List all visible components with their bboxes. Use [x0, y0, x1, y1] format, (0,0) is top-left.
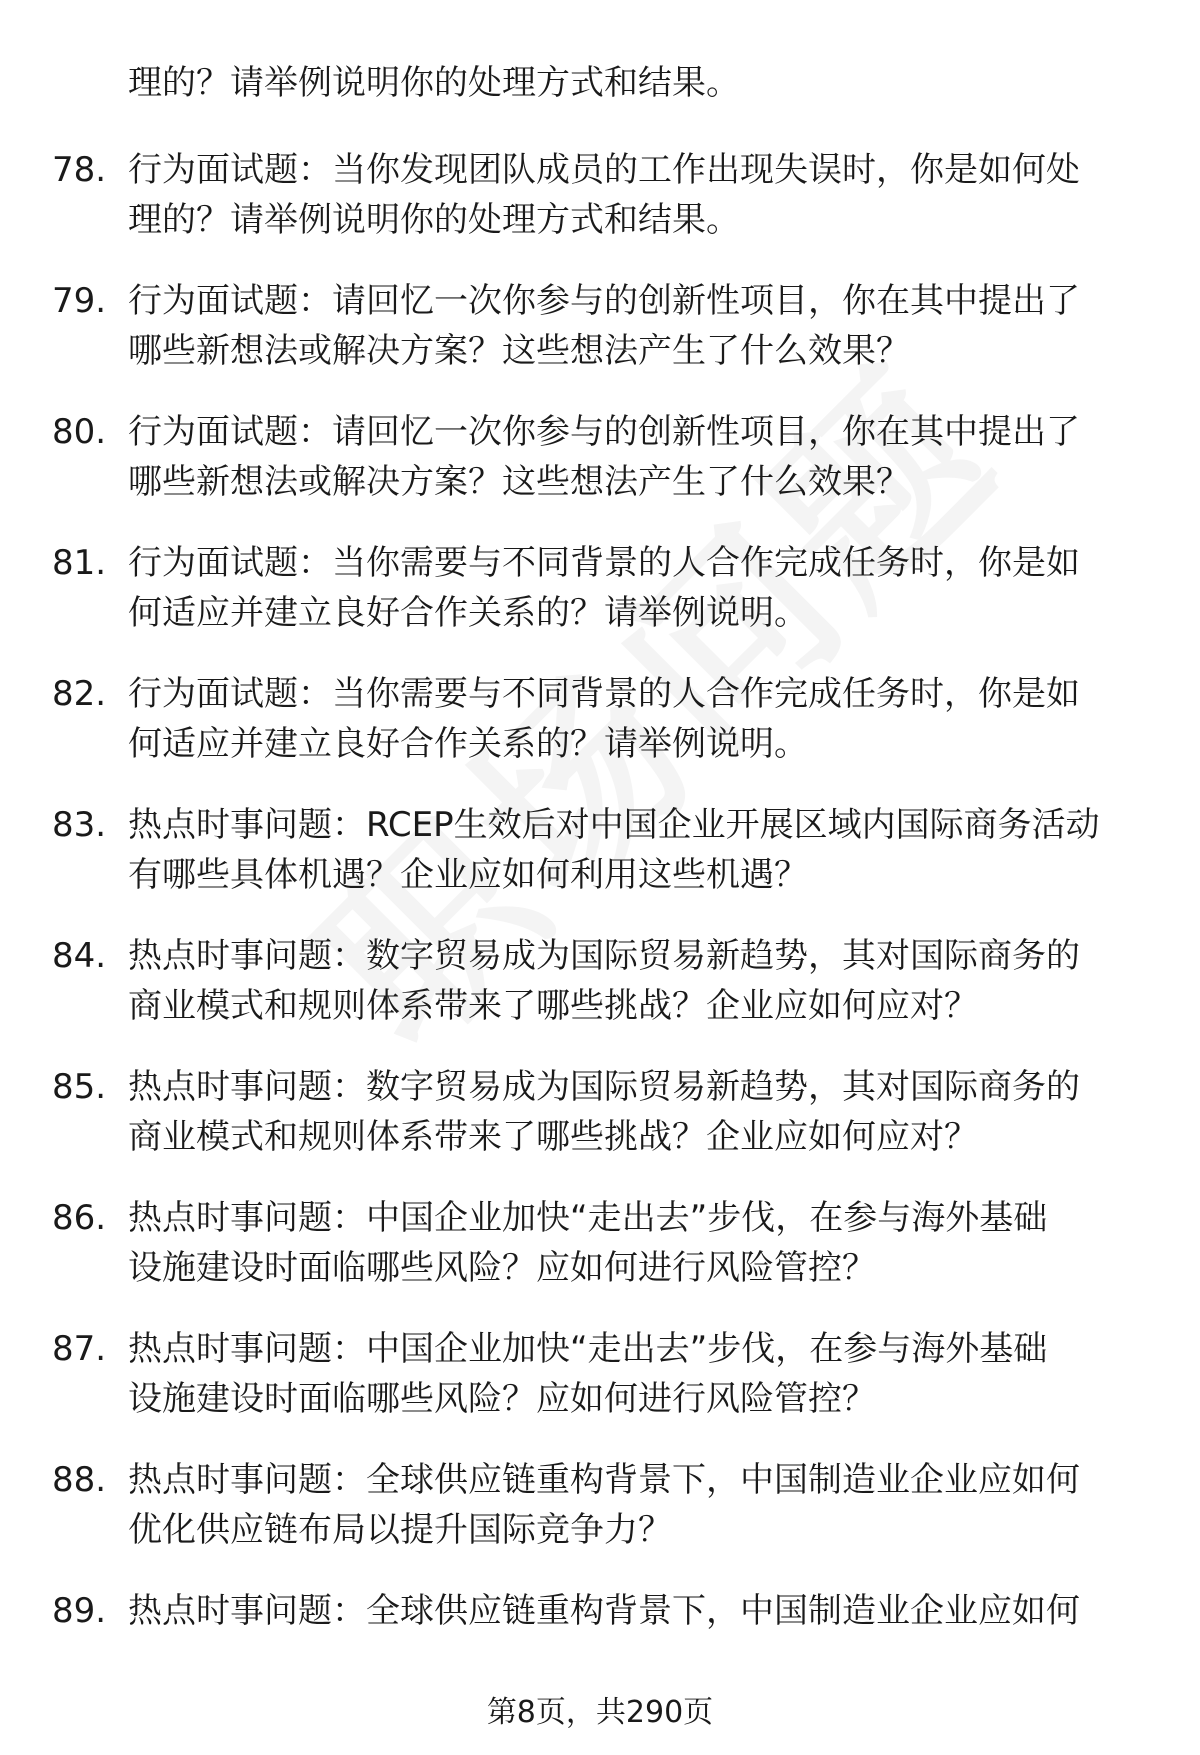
question-line: 设施建设时面临哪些风险？应如何进行风险管控？ [128, 1379, 876, 1419]
question-text [128, 538, 1168, 638]
question-item-82 [0, 669, 1200, 800]
question-item-87 [0, 1324, 1200, 1455]
question-item-78 [0, 145, 1200, 276]
question-line: 热点时事问题：中国企业加快“走出去”步伐，在参与海外基础 [128, 1198, 1048, 1238]
question-line: 行为面试题：当你需要与不同背景的人合作完成任务时，你是如 [128, 543, 1080, 583]
question-item-80 [0, 407, 1200, 538]
question-text [128, 407, 1168, 507]
question-line: 理的？请举例说明你的处理方式和结果。 [128, 200, 740, 240]
question-number: 82. [52, 674, 107, 714]
question-number: 89. [52, 1591, 107, 1631]
question-item-88 [0, 1455, 1200, 1586]
question-text [128, 1586, 1168, 1636]
question-item-81 [0, 538, 1200, 669]
question-number: 79. [52, 281, 107, 321]
question-line: 行为面试题：当你需要与不同背景的人合作完成任务时，你是如 [128, 674, 1080, 714]
question-number: 81. [52, 543, 107, 583]
question-line: 行为面试题：当你发现团队成员的工作出现失误时，你是如何处 [128, 150, 1080, 190]
continuation-text: 理的？请举例说明你的处理方式和结果。 [128, 63, 740, 103]
question-line: 有哪些具体机遇？企业应如何利用这些机遇？ [128, 855, 808, 895]
question-text [128, 1324, 1168, 1424]
question-item-85 [0, 1062, 1200, 1193]
question-line: 行为面试题：请回忆一次你参与的创新性项目，你在其中提出了 [128, 281, 1080, 321]
question-line: 何适应并建立良好合作关系的？请举例说明。 [128, 724, 808, 764]
question-text [128, 669, 1168, 769]
page-footer: 第8页，共290页 [486, 1695, 714, 1730]
question-number: 85. [52, 1067, 107, 1107]
question-line: 热点时事问题：全球供应链重构背景下，中国制造业企业应如何 [128, 1591, 1080, 1631]
question-line: 商业模式和规则体系带来了哪些挑战？企业应如何应对？ [128, 1117, 978, 1157]
question-line: 何适应并建立良好合作关系的？请举例说明。 [128, 593, 808, 633]
question-number: 88. [52, 1460, 107, 1500]
question-number: 80. [52, 412, 107, 452]
question-line: 哪些新想法或解决方案？这些想法产生了什么效果？ [128, 462, 910, 502]
question-item-84 [0, 931, 1200, 1062]
question-item-83 [0, 800, 1200, 931]
question-line: 设施建设时面临哪些风险？应如何进行风险管控？ [128, 1248, 876, 1288]
question-text [128, 931, 1168, 1031]
question-line: 行为面试题：请回忆一次你参与的创新性项目，你在其中提出了 [128, 412, 1080, 452]
question-list [0, 145, 1200, 1717]
question-text [128, 1062, 1168, 1162]
question-line: 优化供应链布局以提升国际竞争力？ [128, 1510, 672, 1550]
question-line: 哪些新想法或解决方案？这些想法产生了什么效果？ [128, 331, 910, 371]
question-line: 热点时事问题：中国企业加快“走出去”步伐，在参与海外基础 [128, 1329, 1048, 1369]
question-text [128, 800, 1168, 900]
question-text [128, 145, 1168, 245]
question-line: 热点时事问题：数字贸易成为国际贸易新趋势，其对国际商务的 [128, 936, 1080, 976]
question-line: 热点时事问题：数字贸易成为国际贸易新趋势，其对国际商务的 [128, 1067, 1080, 1107]
question-text [128, 1455, 1168, 1555]
question-text [128, 1193, 1168, 1293]
question-line: 热点时事问题：全球供应链重构背景下，中国制造业企业应如何 [128, 1460, 1080, 1500]
question-number: 87. [52, 1329, 107, 1369]
question-item-86 [0, 1193, 1200, 1324]
question-line: 热点时事问题：RCEP生效后对中国企业开展区域内国际商务活动 [128, 805, 1100, 845]
question-number: 84. [52, 936, 107, 976]
question-number: 83. [52, 805, 107, 845]
question-item-79 [0, 276, 1200, 407]
question-number: 86. [52, 1198, 107, 1238]
question-text [128, 276, 1168, 376]
question-line: 商业模式和规则体系带来了哪些挑战？企业应如何应对？ [128, 986, 978, 1026]
question-number: 78. [52, 150, 107, 190]
